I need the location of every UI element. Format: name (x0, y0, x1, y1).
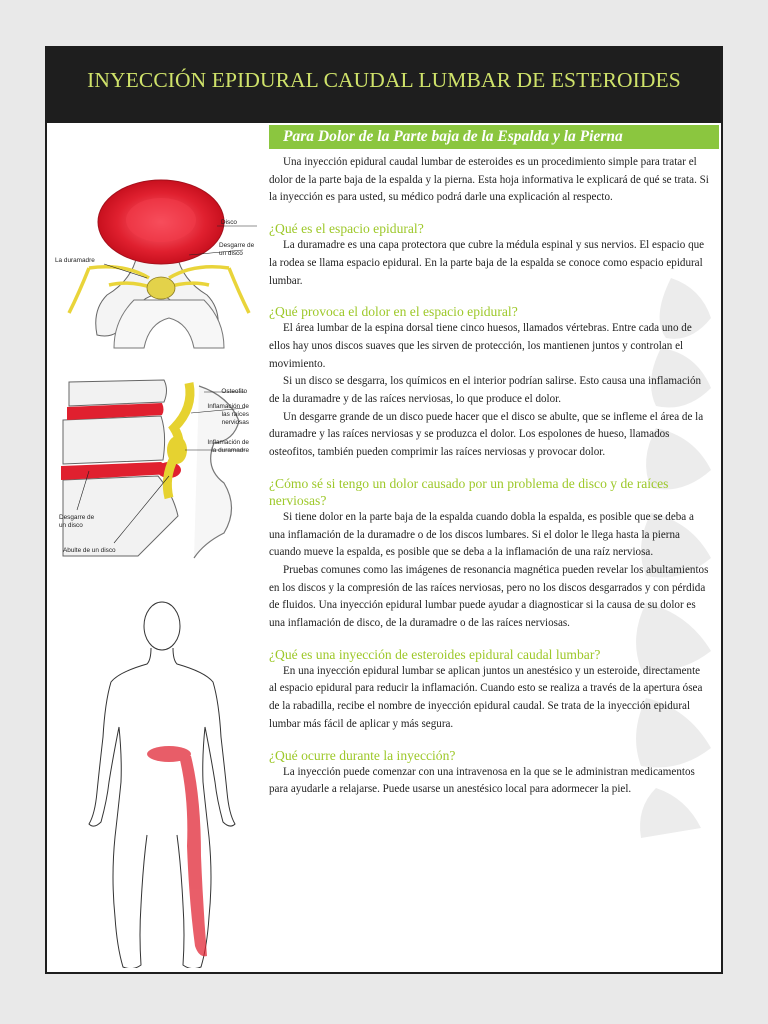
flyer-page (45, 46, 723, 974)
section-heading: ¿Cómo sé si tengo un dolor causado por un problema de disco y de raíces nerviosas? (269, 475, 669, 508)
section-paragraph: Si un disco se desgarra, los químicos en el interior podrían salirse. Esto causa una inflamación de la duramadre y de las raíces nerviosas, lo que produce el dolor. (269, 375, 702, 406)
section-paragraph: Pruebas comunes como las imágenes de resonancia magnética pueden revelar los abultamientos en los discos y la compresión de las raíces nerviosas, pero no los discos desgarrados y con pérdida de fluidos. Una inyección epidural lumbar puede ayudar a diagnosticar si la causa de su dolor es una inflamación de disco, de la duramadre o de las raíces nerviosas. (269, 563, 709, 630)
section-heading: ¿Qué provoca el dolor en el espacio epidural? (269, 304, 518, 320)
inflamed-nerve (167, 436, 187, 464)
article-body (269, 154, 709, 799)
label-duramadre: La duramadre (55, 257, 95, 264)
vertebra-bone-shape (96, 255, 224, 348)
page-title: INYECCIÓN EPIDURAL CAUDAL LUMBAR DE ESTEROIDES (87, 68, 681, 92)
section-heading: ¿Qué ocurre durante la inyección? (269, 747, 456, 763)
vertebral-body-middle (63, 416, 165, 464)
label-infl-raices-2: las raíces (221, 411, 249, 418)
label-infl-raices-3: nerviosas (221, 419, 249, 426)
section-paragraph: En una inyección epidural lumbar se aplican juntos un anestésico y un esteroide, directamente al espacio epidural para reducir la inflamación. Cuando esto se realiza a través de la apertura ósea de la rabadilla, recibe el nombre de inyección epidural caudal. Se trata de la inyección epidural lumbar más fácil de aplicar y más segura. (269, 664, 703, 730)
section-paragraph: El área lumbar de la espina dorsal tiene cinco huesos, llamados vértebras. Entre cada uno de ellos hay unos discos suaves que les sirven de protección, los mantienen juntos y controlan el movimiento. (269, 322, 692, 370)
vertebral-body-top (69, 380, 167, 406)
section-paragraph: La duramadre es una capa protectora que cubre la médula espinal y sus nervios. El espacio que la rodea se llama espacio epidural. En la parte baja de la espalda se conoce como espacio epidural lumbar. (269, 239, 705, 287)
section-paragraph: Un desgarre grande de un disco puede hacer que el disco se abulte, que se infleme el área de la duramadre y las raíces nerviosas y se produzca el dolor. Los espolones de hueso, llamados osteofitos, también pueden comprimir las raíces nerviosas y provocar dolor. (269, 410, 704, 459)
pain-distribution (147, 746, 207, 956)
label-disco: Disco (221, 219, 237, 226)
section-paragraph: Si tiene dolor en la parte baja de la espalda cuando dobla la espalda, es posible que se deba a una inflamación de la duramadre o de los discos lumbares. Si el dolor le llega hasta la pierna cuando mueve la espalda, es posible que se deba a la inflamación de una raíz nerviosa. (269, 510, 694, 559)
section-paragraph: La inyección puede comenzar con una intravenosa en la que se le administran medicamentos para ayudarle a relajarse. Puede usarse un anestésico local para adormecer la piel. (269, 765, 695, 796)
subtitle-text: Para Dolor de la Parte baja de la Espalda y la Pierna (283, 128, 623, 145)
section-heading: ¿Qué es el espacio epidural? (269, 221, 424, 237)
body-outline (89, 602, 235, 968)
label-desgarre-2: un disco (219, 250, 243, 257)
label-infl-raices-1: Inflamación de (207, 403, 249, 410)
nucleus-shape (126, 198, 196, 242)
label-desgarre-fig2-2: un disco (59, 522, 83, 529)
label-osteofito: Osteofito (221, 388, 247, 395)
label-abulte: Abulte de un disco (63, 547, 116, 554)
intro-paragraph: Una inyección epidural caudal lumbar de esteroides es un procedimiento simple para tratar el dolor de la parte baja de la espalda y la pierna. Esta hoja informativa le explicará de qué se trata. Si la inyección es para usted, su médico podrá darle una explicación al respecto. (269, 156, 709, 204)
header-bar (47, 48, 721, 123)
subtitle-banner (269, 125, 719, 149)
label-desgarre-fig2-1: Desgarre de (59, 514, 95, 521)
figure-body-pain-map (87, 596, 237, 968)
label-infl-dura-1: Inflamación de (207, 439, 249, 446)
section-heading: ¿Qué es una inyección de esteroides epidural caudal lumbar? (269, 646, 601, 662)
figure-vertebra-cross-section (49, 160, 264, 350)
spinal-canal (147, 277, 175, 299)
label-infl-dura-2: la duramadre (211, 447, 249, 454)
label-desgarre-1: Desgarre de (219, 242, 255, 249)
figure-lateral-spine (49, 378, 264, 563)
